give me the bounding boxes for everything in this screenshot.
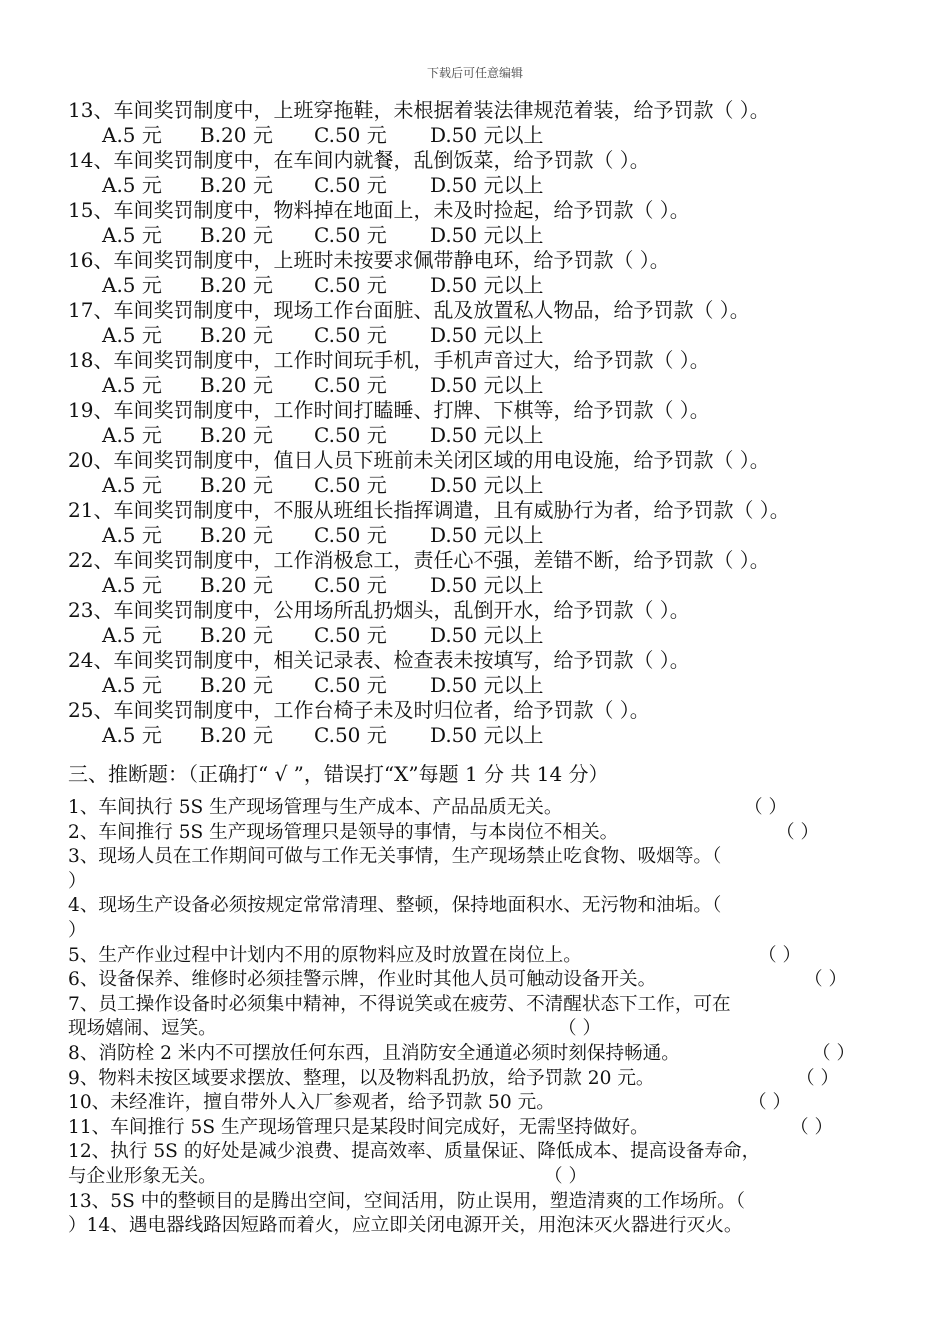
judgement-text: 4、现场生产设备必须按规定常常清理、整顿，保持地面积水、无污物和油垢。（ [68, 895, 722, 917]
question-options [68, 123, 908, 148]
option-c: C.50 元 [314, 673, 387, 697]
option-a: A.5 元 [102, 323, 162, 347]
judgement-text: 现场嬉闹、逗笑。 [68, 1018, 217, 1040]
judgement-line [68, 1165, 898, 1190]
judgement-text: 10、未经准许，擅自带外人入厂参观者，给予罚款 50 元。 [68, 1092, 555, 1114]
option-d: D.50 元以上 [430, 423, 544, 447]
option-c: C.50 元 [314, 423, 387, 447]
answer-blank: （ ） [558, 1018, 602, 1040]
answer-blank: （ ） [744, 797, 788, 818]
question-options [68, 623, 908, 648]
judgement-text: 7、员工操作设备时必须集中精神，不得说笑或在疲劳、不清醒状态下工作，可在 [68, 993, 731, 1015]
judgement-line [68, 845, 898, 870]
judgement-text: 3、现场人员在工作期间可做与工作无关事情，生产现场禁止吃食物、吸烟等。（ [68, 846, 722, 868]
question-options [68, 423, 908, 448]
option-a: A.5 元 [102, 573, 162, 597]
question-options [68, 223, 908, 248]
judgement-line [68, 1017, 898, 1042]
question-text: 17、车间奖罚制度中，现场工作台面脏、乱及放置私人物品，给予罚款（ ）。 [68, 298, 750, 322]
option-b: B.20 元 [200, 523, 273, 547]
option-b: B.20 元 [200, 173, 273, 197]
question-text: 22、车间奖罚制度中，工作消极怠工，责任心不强，差错不断，给予罚款（ ）。 [68, 548, 770, 572]
option-b: B.20 元 [200, 223, 273, 247]
answer-blank: （ ） [804, 969, 848, 991]
option-d: D.50 元以上 [430, 223, 544, 247]
question-options [68, 573, 908, 598]
answer-blank: （ ） [544, 1165, 588, 1187]
judgement-line [68, 1116, 898, 1141]
judgement-line [68, 1190, 898, 1215]
answer-blank: （ ） [776, 821, 820, 843]
option-a: A.5 元 [102, 473, 162, 497]
judgement-line [68, 894, 898, 919]
option-c: C.50 元 [314, 473, 387, 497]
option-a: A.5 元 [102, 173, 162, 197]
question-options [68, 273, 908, 298]
option-b: B.20 元 [200, 273, 273, 297]
question-text: 18、车间奖罚制度中，工作时间玩手机，手机声音过大，给予罚款（ ）。 [68, 348, 710, 372]
judgement-line [68, 1042, 898, 1067]
option-c: C.50 元 [314, 173, 387, 197]
option-a: A.5 元 [102, 123, 162, 147]
option-d: D.50 元以上 [430, 373, 544, 397]
judgement-line [68, 1140, 898, 1165]
judgement-text: 9、物料未按区域要求摆放、整理，以及物料乱扔放，给予罚款 20 元。 [68, 1067, 655, 1089]
option-a: A.5 元 [102, 623, 162, 647]
question-options [68, 473, 908, 498]
judgement-line [68, 919, 898, 944]
question-options [68, 173, 908, 198]
option-a: A.5 元 [102, 273, 162, 297]
option-d: D.50 元以上 [430, 123, 544, 147]
judgement-line [68, 1091, 898, 1116]
option-a: A.5 元 [102, 523, 162, 547]
option-a: A.5 元 [102, 223, 162, 247]
option-a: A.5 元 [102, 423, 162, 447]
option-b: B.20 元 [200, 573, 273, 597]
answer-blank: （ ） [758, 944, 802, 966]
judgement-text: ） [68, 919, 87, 941]
question-text: 21、车间奖罚制度中，不服从班组长指挥调遣，且有威胁行为者，给予罚款（ ）。 [68, 498, 790, 522]
question-options [68, 723, 908, 748]
option-b: B.20 元 [200, 623, 273, 647]
option-d: D.50 元以上 [430, 523, 544, 547]
judgement-line [68, 1214, 898, 1239]
option-b: B.20 元 [200, 423, 273, 447]
judgement-line [68, 968, 898, 993]
judgement-text: ）14、遇电器线路因短路而着火，应立即关闭电源开关，用泡沫灭火器进行灭火。 [68, 1215, 743, 1237]
judgement-text: 8、消防栓 2 米内不可摆放任何东西，且消防安全通道必须时刻保持畅通。 [68, 1042, 680, 1064]
option-c: C.50 元 [314, 623, 387, 647]
option-d: D.50 元以上 [430, 573, 544, 597]
option-d: D.50 元以上 [430, 473, 544, 497]
option-c: C.50 元 [314, 373, 387, 397]
judgement-text: ） [68, 870, 87, 892]
multiple-choice-section [68, 98, 908, 748]
question-options [68, 373, 908, 398]
question-options [68, 523, 908, 548]
question-text: 20、车间奖罚制度中，值日人员下班前未关闭区域的用电设施，给予罚款（ ）。 [68, 448, 770, 472]
option-d: D.50 元以上 [430, 623, 544, 647]
option-a: A.5 元 [102, 673, 162, 697]
option-c: C.50 元 [314, 123, 387, 147]
judgement-text: 5、生产作业过程中计划内不用的原物料应及时放置在岗位上。 [68, 944, 582, 966]
judgement-line [68, 1067, 898, 1092]
question-text: 25、车间奖罚制度中，工作台椅子未及时归位者，给予罚款（ ）。 [68, 698, 650, 722]
option-d: D.50 元以上 [430, 673, 544, 697]
question-text: 24、车间奖罚制度中，相关记录表、检查表未按填写，给予罚款（ ）。 [68, 648, 690, 672]
judgement-text: 与企业形象无关。 [68, 1165, 217, 1187]
judgement-text: 1、车间执行 5S 生产现场管理与生产成本、产品品质无关。 [68, 797, 563, 818]
answer-blank: （ ） [748, 1092, 792, 1114]
option-c: C.50 元 [314, 523, 387, 547]
judgement-text: 11、车间推行 5S 生产现场管理只是某段时间完成好，无需坚持做好。 [68, 1116, 649, 1138]
option-d: D.50 元以上 [430, 273, 544, 297]
judgement-text: 6、设备保养、维修时必须挂警示牌，作业时其他人员可触动设备开关。 [68, 969, 657, 991]
option-d: D.50 元以上 [430, 173, 544, 197]
option-c: C.50 元 [314, 723, 387, 747]
option-d: D.50 元以上 [430, 323, 544, 347]
judgement-text: 12、执行 5S 的好处是减少浪费、提高效率、质量保证、降低成本、提高设备寿命， [68, 1141, 761, 1163]
option-c: C.50 元 [314, 323, 387, 347]
true-false-section [68, 796, 898, 1239]
option-b: B.20 元 [200, 673, 273, 697]
judgement-line [68, 796, 898, 821]
answer-blank: （ ） [812, 1042, 856, 1064]
judgement-line [68, 870, 898, 895]
option-c: C.50 元 [314, 223, 387, 247]
option-b: B.20 元 [200, 723, 273, 747]
option-a: A.5 元 [102, 723, 162, 747]
judgement-line [68, 944, 898, 969]
question-options [68, 673, 908, 698]
question-text: 16、车间奖罚制度中，上班时未按要求佩带静电环，给予罚款（ ）。 [68, 248, 670, 272]
section-title: 三、推断题：（正确打“ √ ”，错误打“X”每题 1 分 共 14 分） [68, 762, 609, 786]
question-options [68, 323, 908, 348]
answer-blank: （ ） [790, 1116, 834, 1138]
question-text: 15、车间奖罚制度中，物料掉在地面上，未及时捡起，给予罚款（ ）。 [68, 198, 690, 222]
judgement-text: 2、车间推行 5S 生产现场管理只是领导的事情，与本岗位不相关。 [68, 821, 619, 843]
judgement-line [68, 821, 898, 846]
judgement-text: 13、5S 中的整顿目的是腾出空间，空间活用，防止误用，塑造清爽的工作场所。（ [68, 1190, 746, 1212]
option-a: A.5 元 [102, 373, 162, 397]
answer-blank: （ ） [796, 1067, 840, 1089]
question-text: 23、车间奖罚制度中，公用场所乱扔烟头，乱倒开水，给予罚款（ ）。 [68, 598, 690, 622]
option-b: B.20 元 [200, 373, 273, 397]
judgement-line [68, 993, 898, 1018]
question-text: 19、车间奖罚制度中，工作时间打瞌睡、打牌、下棋等，给予罚款（ ）。 [68, 398, 710, 422]
option-c: C.50 元 [314, 273, 387, 297]
option-c: C.50 元 [314, 573, 387, 597]
option-b: B.20 元 [200, 123, 273, 147]
question-text: 13、车间奖罚制度中，上班穿拖鞋，未根据着装法律规范着装，给予罚款（ ）。 [68, 98, 770, 122]
question-text: 14、车间奖罚制度中，在车间内就餐，乱倒饭菜，给予罚款（ ）。 [68, 148, 650, 172]
option-b: B.20 元 [200, 473, 273, 497]
option-b: B.20 元 [200, 323, 273, 347]
page-header: 下载后可任意编辑 [426, 66, 523, 80]
option-d: D.50 元以上 [430, 723, 544, 747]
